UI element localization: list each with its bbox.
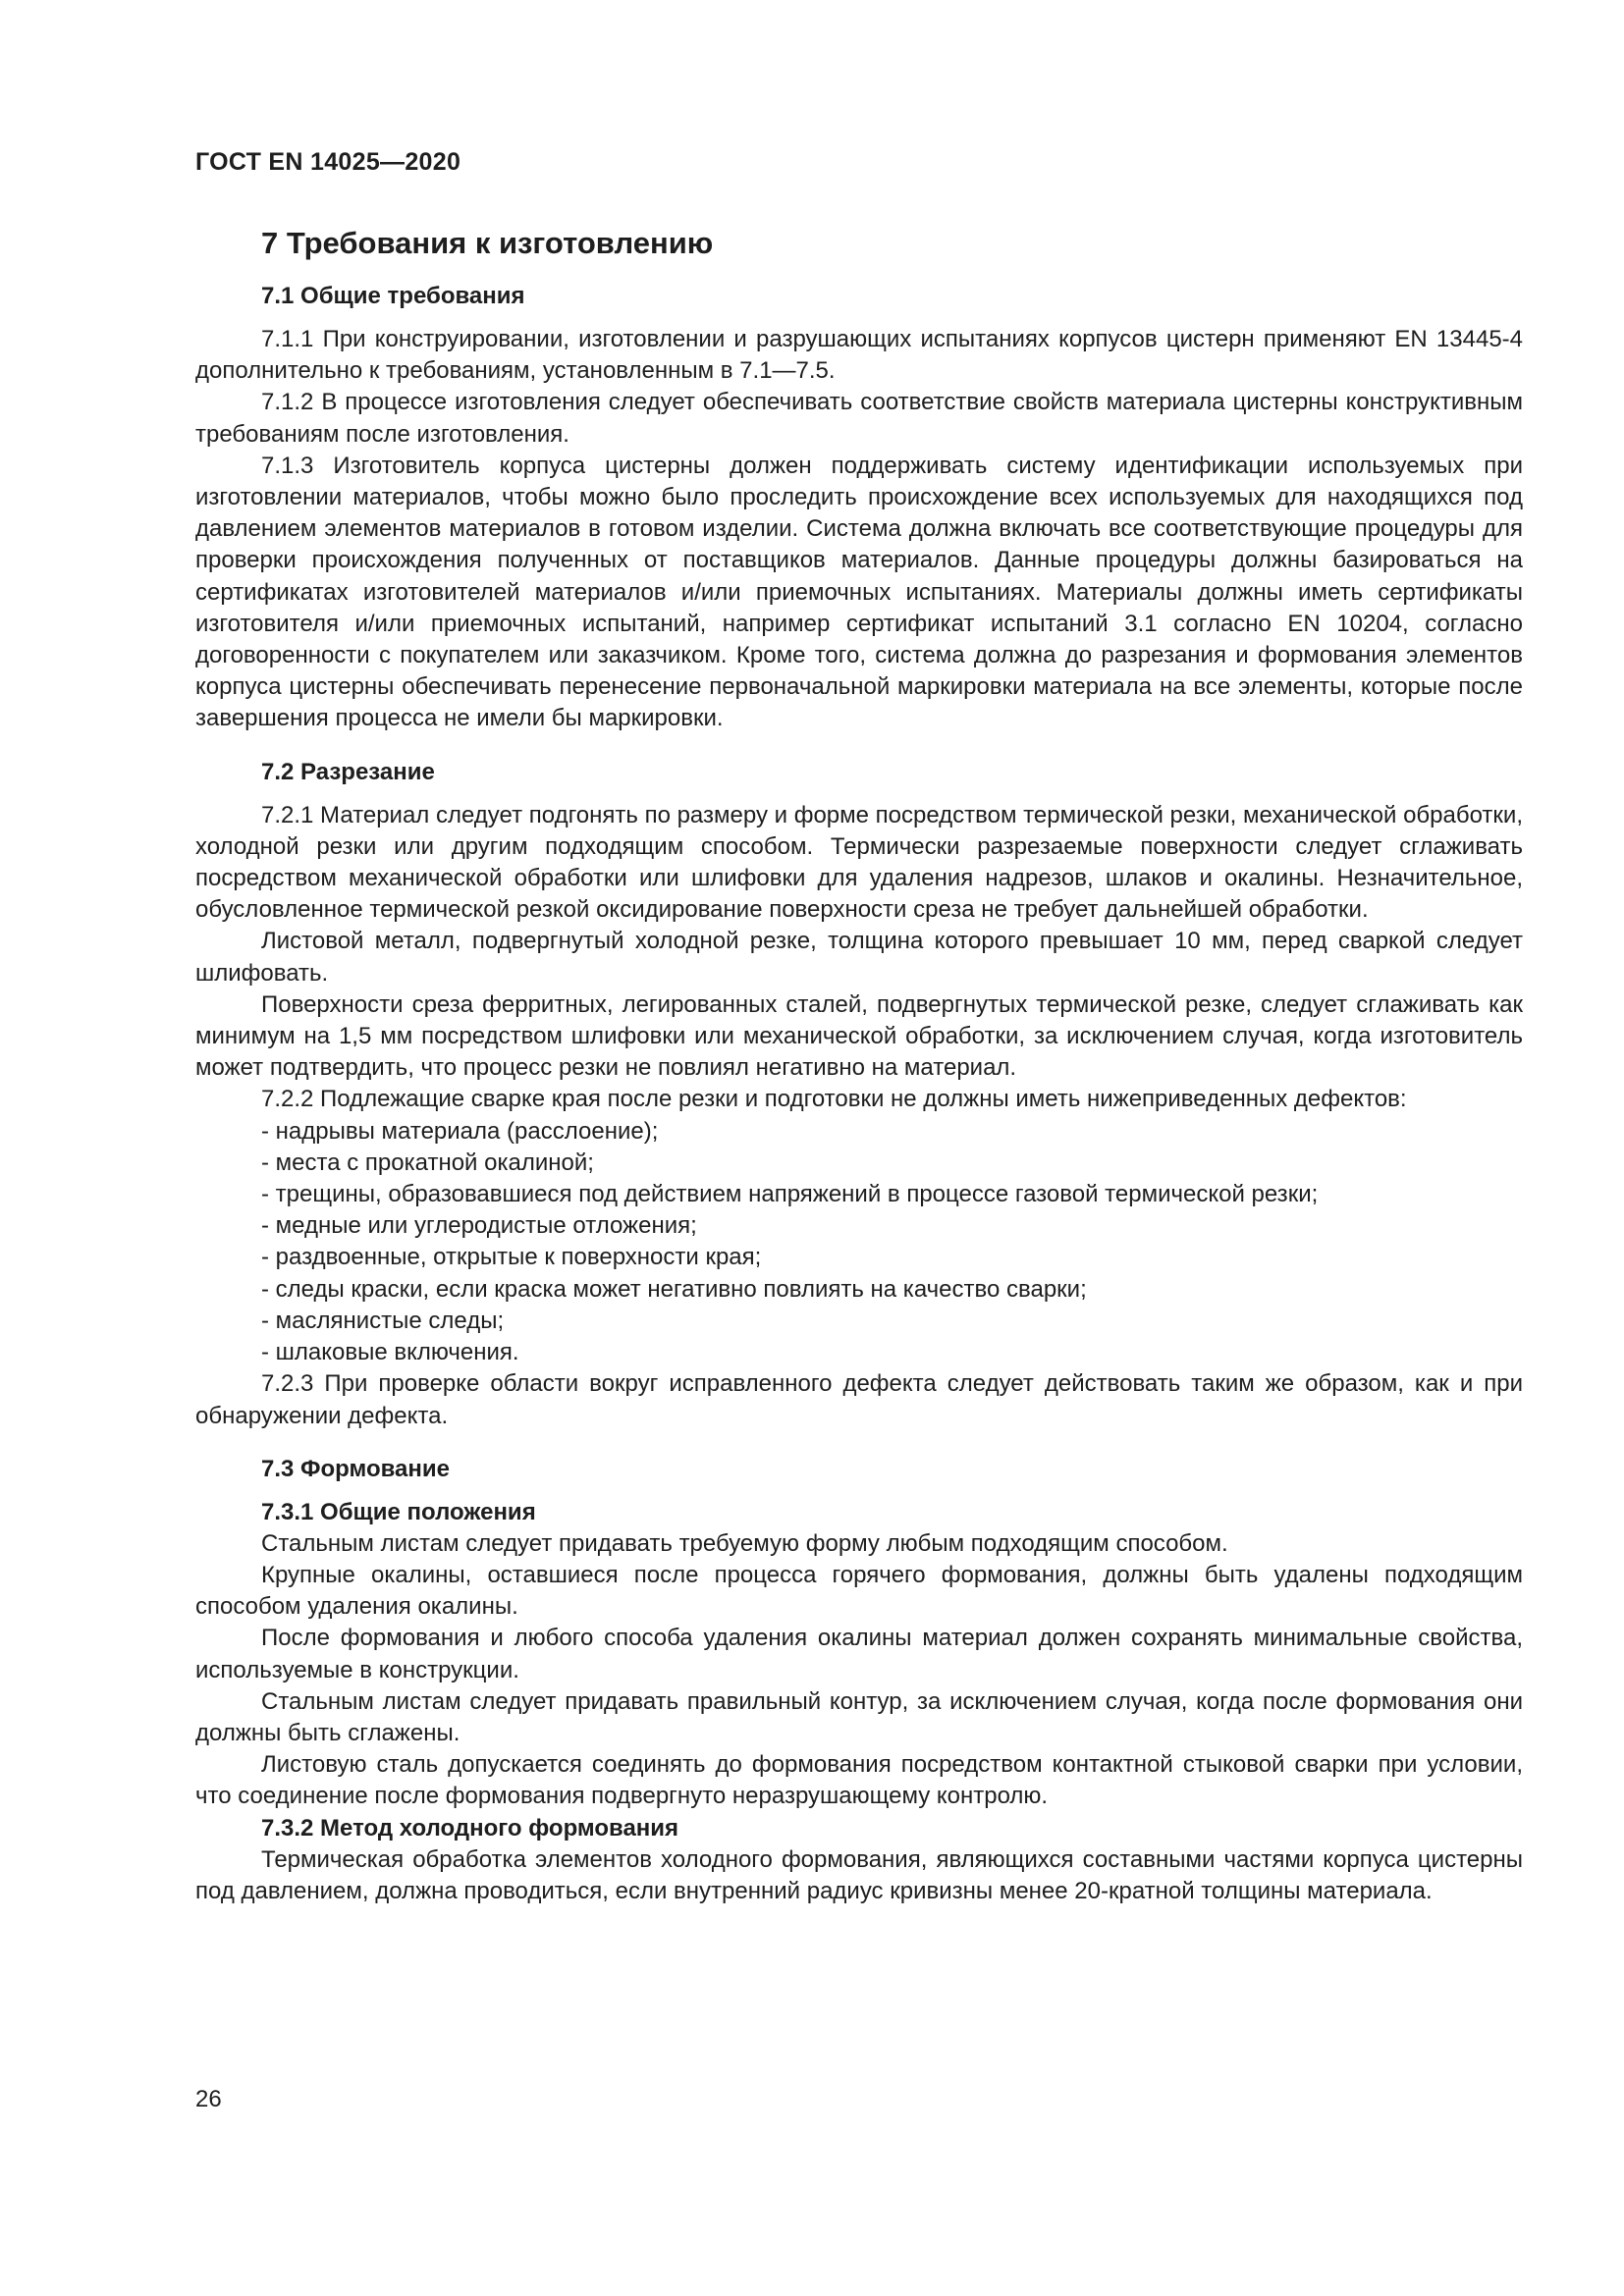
paragraph-7-2-1: 7.2.1 Материал следует подгонять по размеру и форме посредством термической резки, механической обработки, холодной резки или другим подходящим способом. Термически разрезаемые поверхности следует сглаживать посредством механической обработки или шлифовки для удаления надрезов, шлаков и окалины. Незначительное, обусловленное термической резкой оксидирование поверхности среза не требует дальнейшей обработки. — [195, 801, 1523, 924]
list-item: - трещины, образовавшиеся под действием напряжений в процессе газовой термической резки; — [261, 1181, 1319, 1208]
section-7-title: 7 Требования к изготовлению — [261, 226, 714, 260]
list-item: - раздвоенные, открытые к поверхности края; — [261, 1244, 762, 1271]
paragraph-7-1-1: 7.1.1 При конструировании, изготовлении и разрушающих испытаниях корпусов цистерн применяют EN 13445-4 дополнительно к требованиям, установленным в 7.1—7.5. — [195, 326, 1523, 385]
paragraph-7-2-2: 7.2.2 Подлежащие сварке края после резки и подготовки не должны иметь нижеприведенных дефектов: — [261, 1086, 1407, 1113]
paragraph-7-2-1-cold-cut: Листовой металл, подвергнутый холодной резке, толщина которого превышает 10 мм, перед сваркой следует шлифовать. — [195, 928, 1523, 987]
list-item: - маслянистые следы; — [261, 1307, 505, 1334]
defects-list — [195, 1116, 1523, 1369]
list-item: - места с прокатной окалиной; — [261, 1148, 594, 1176]
list-item: - надрывы материала (расслоение); — [261, 1117, 659, 1145]
paragraph-7-2-1-ferritic: Поверхности среза ферритных, легированных сталей, подвергнутых термической резке, следует сглаживать как минимум на 1,5 мм посредством шлифовки или механической обработки, за исключением случая, когда изготовитель может подтвердить, что процесс резки не повлиял негативно на материал. — [195, 990, 1523, 1082]
page-number: 26 — [195, 2086, 222, 2112]
paragraph-7-2-3: 7.2.3 При проверке области вокруг исправленного дефекта следует действовать таким же образом, как и при обнаружении дефекта. — [195, 1370, 1523, 1429]
paragraph-7-3-2: Термическая обработка элементов холодного формования, являющихся составными частями корпуса цистерны под давлением, должна проводиться, если внутренний радиус кривизны менее 20-кратной толщины материала. — [195, 1845, 1523, 1904]
list-item: - следы краски, если краска может негативно повлиять на качество сварки; — [261, 1275, 1087, 1303]
paragraph-7-3-1-a: Стальным листам следует придавать требуемую форму любым подходящим способом. — [261, 1529, 1228, 1557]
paragraph-7-1-2: 7.1.2 В процессе изготовления следует обеспечивать соответствие свойств материала цистерны конструктивным требованиям после изготовления. — [195, 389, 1523, 448]
paragraph-7-3-1-d: Стальным листам следует придавать правильный контур, за исключением случая, когда после формования они должны быть сглажены. — [195, 1687, 1523, 1746]
section-7-2-title: 7.2 Разрезание — [261, 758, 435, 785]
section-7-3-2-title: 7.3.2 Метод холодного формования — [261, 1814, 679, 1842]
section-7-3-1-title: 7.3.1 Общие положения — [261, 1498, 536, 1525]
list-item: - медные или углеродистые отложения; — [261, 1212, 697, 1240]
paragraph-7-3-1-c: После формования и любого способа удаления окалины материал должен сохранять минимальные свойства, используемые в конструкции. — [195, 1625, 1523, 1683]
paragraph-7-3-1-e: Листовую сталь допускается соединять до формования посредством контактной стыковой сварки при условии, что соединение после формования подвергнуто неразрушающему контролю. — [195, 1751, 1523, 1810]
document-page — [195, 0, 1523, 2296]
paragraph-7-1-3: 7.1.3 Изготовитель корпуса цистерны должен поддерживать систему идентификации используемых при изготовлении материалов, чтобы можно было проследить происхождение всех используемых для находящихся под давлением элементов материалов в готовом изделии. Система должна включать все соответствующие процедуры для проверки происхождения полученных от поставщиков материалов. Данные процедуры должны базироваться на сертификатах изготовителей материалов и/или приемочных испытаниях. Материалы должны иметь сертификаты изготовителя и/или приемочных испытаний, например сертификат испытаний 3.1 согласно EN 10204, согласно договоренности с покупателем или заказчиком. Кроме того, система должна до разрезания и формования элементов корпуса цистерны обеспечивать перенесение первоначальной маркировки материала на все элементы, которые после завершения процесса не имели бы маркировки. — [195, 452, 1523, 732]
document-body — [195, 224, 1523, 1907]
document-code-header: ГОСТ EN 14025—2020 — [195, 148, 461, 176]
section-7-1-title: 7.1 Общие требования — [261, 283, 525, 309]
paragraph-7-3-1-b: Крупные окалины, оставшиеся после процесса горячего формования, должны быть удалены подходящим способом удаления окалины. — [195, 1561, 1523, 1621]
list-item: - шлаковые включения. — [261, 1339, 519, 1366]
section-7-3-title: 7.3 Формование — [261, 1455, 450, 1482]
